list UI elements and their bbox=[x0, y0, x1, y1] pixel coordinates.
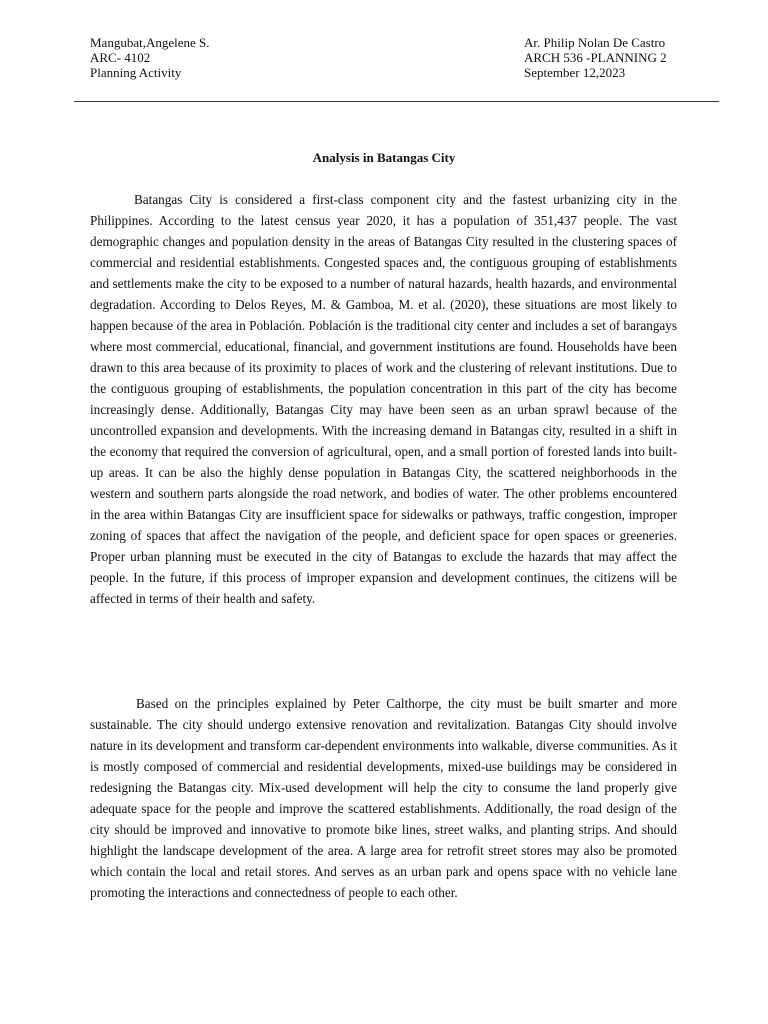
student-name: Mangubat,Angelene S. bbox=[90, 35, 210, 50]
header-divider bbox=[74, 101, 719, 102]
subject-code: ARCH 536 -PLANNING 2 bbox=[524, 50, 667, 65]
body-paragraph-2: Based on the principles explained by Peter Calthorpe, the city must be built smarter and more sustainable. The city should undergo extensive renovation and revitalization. Batangas City should involve nature in its development and transform car-dependent environments into walkable, diverse communities. As it is mostly composed of commercial and residential developments, mixed-use buildings may be considered in redesigning the Batangas city. Mix-used development will help the city to consume the land properly give adequate space for the people and improve the scattered establishments. Additionally, the road design of the city should be improved and innovative to promote bike lines, street walks, and planting strips. And should highlight the landscape development of the area. A large area for retrofit street stores may also be promoted which contain the local and retail stores. And serves as an urban park and opens space with no vehicle lane promoting the interactions and connectedness of people to each other. bbox=[90, 696, 677, 900]
activity-label: Planning Activity bbox=[90, 65, 182, 80]
document-date: September 12,2023 bbox=[524, 65, 626, 80]
course-code: ARC- 4102 bbox=[90, 50, 151, 65]
document-header bbox=[90, 35, 676, 80]
header-instructor-info bbox=[524, 35, 676, 80]
instructor-name: Ar. Philip Nolan De Castro bbox=[524, 35, 666, 50]
header-student-info bbox=[90, 35, 350, 80]
document-title: Analysis in Batangas City bbox=[312, 150, 456, 165]
body-paragraph-1: Batangas City is considered a first-class component city and the fastest urbanizing city in the Philippines. According to the latest census year 2020, it has a population of 351,437 people. The vast demographic changes and population density in the areas of Batangas City resulted in the clustering spaces of commercial and residential establishments. Congested spaces and, the contiguous grouping of establishments and settlements make the city to be exposed to a number of natural hazards, health hazards, and environmental degradation. According to Delos Reyes, M. & Gamboa, M. et al. (2020), these situations are most likely to happen because of the area in Población. Población is the traditional city center and includes a set of barangays where most commercial, educational, financial, and government institutions are found. Households have been drawn to this area because of its proximity to places of work and the clustering of relevant institutions. Due to the contiguous grouping of establishments, the population concentration in this part of the city has become increasingly dense. Additionally, Batangas City may have been seen as an urban sprawl because of the uncontrolled expansion and developments. With the increasing demand in Batangas city, resulted in a shift in the economy that required the conversion of agricultural, open, and a small portion of forested lands into built-up areas. It can be also the highly dense population in Batangas City, the scattered neighborhoods in the western and southern parts alongside the road network, and bodies of water. The other problems encountered in the area within Batangas City are insufficient space for sidewalks or pathways, traffic congestion, improper zoning of spaces that affect the navigation of the people, and deficient space for open spaces or greeneries. Proper urban planning must be executed in the city of Batangas to exclude the hazards that may affect the people. In the future, if this process of improper expansion and development continues, the citizens will be affected in terms of their health and safety. bbox=[90, 192, 677, 606]
